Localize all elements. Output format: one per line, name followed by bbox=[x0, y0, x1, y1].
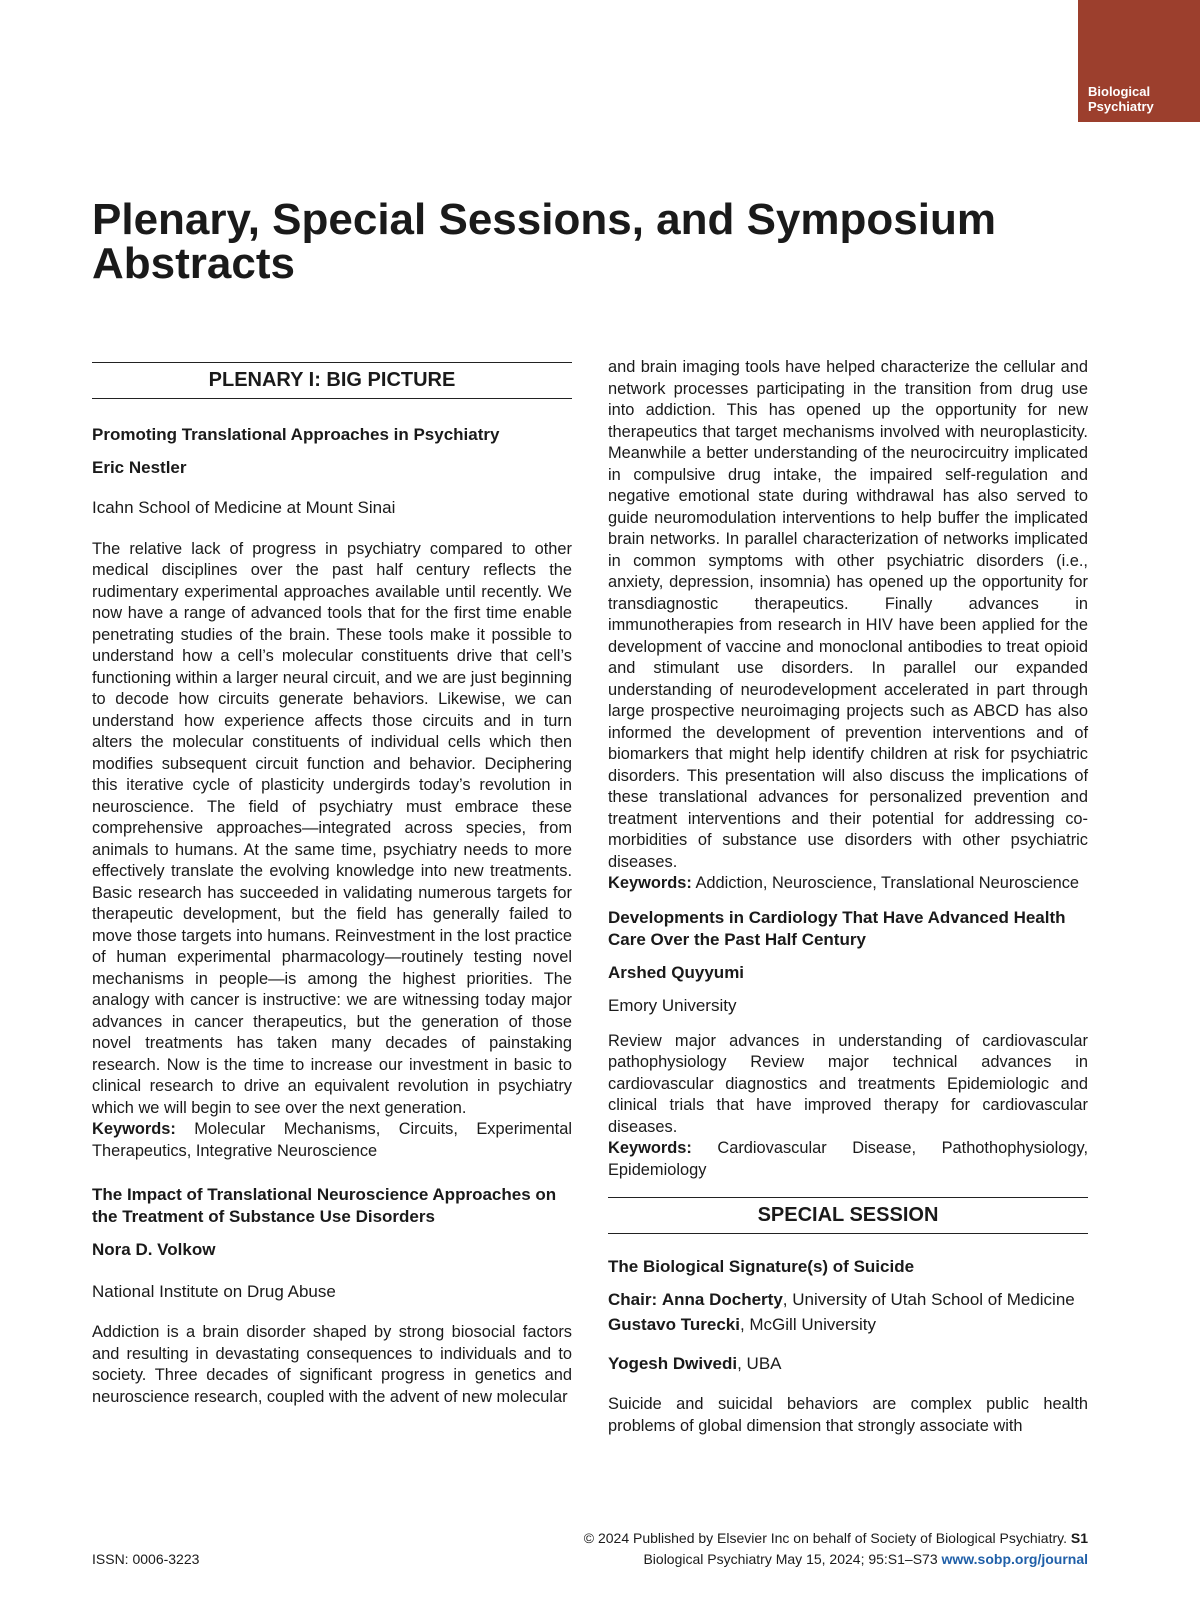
keywords-label: Keywords: bbox=[608, 1139, 692, 1157]
abstract-title: Developments in Cardiology That Have Advanced Health Care Over the Past Half Century bbox=[608, 907, 1066, 949]
abstract-keywords bbox=[608, 873, 1088, 895]
chair-affiliation: , University of Utah School of Medicine bbox=[782, 1289, 1075, 1309]
abstract-body: Addiction is a brain disorder shaped by strong biosocial factors and resulting in devastating consequences to individuals and to society. Three decades of significant progress in genetics and neuroscience research, coupled with the advent of new molecular bbox=[92, 1323, 572, 1406]
abstract-author: Nora D. Volkow bbox=[92, 1240, 216, 1259]
right-column bbox=[608, 360, 1088, 1437]
speaker-line bbox=[608, 1314, 1088, 1336]
chair-label: Chair: bbox=[608, 1289, 658, 1309]
journal-tag-text: Biological Psychiatry bbox=[1088, 84, 1154, 114]
citation-text: Biological Psychiatry May 15, 2024; 95:S1–S73 bbox=[643, 1551, 938, 1567]
chair-name: Anna Docherty bbox=[661, 1289, 783, 1309]
session-title: The Biological Signature(s) of Suicide bbox=[608, 1256, 915, 1276]
abstract-title: Promoting Translational Approaches in Psychiatry bbox=[92, 424, 500, 444]
keywords-text: Molecular Mechanisms, Circuits, Experimental Therapeutics, Integrative Neuroscience bbox=[92, 1120, 572, 1160]
speaker-name: Gustavo Turecki bbox=[608, 1315, 740, 1334]
keywords-text: Addiction, Neuroscience, Translational Neuroscience bbox=[695, 874, 1080, 892]
abstract-keywords bbox=[608, 1138, 1088, 1181]
session-body: Suicide and suicidal behaviors are complex public health problems of global dimension that strongly associate with bbox=[608, 1395, 1088, 1435]
copyright-text: © 2024 Published by Elsevier Inc on behalf of Society of Biological Psychiatry. bbox=[583, 1530, 1067, 1546]
abstract-body: Review major advances in understanding of cardiovascular pathophysiology Review major technical advances in cardiovascular diagnostics and treatments Epidemiologic and clinical trials that have improved therapy for cardiovascular diseases. bbox=[608, 1031, 1088, 1136]
footer-citation-line bbox=[520, 1550, 1088, 1568]
issn: ISSN: 0006-3223 bbox=[92, 1551, 200, 1567]
special-session-header: SPECIAL SESSION bbox=[608, 1197, 1088, 1234]
abstract-body: The relative lack of progress in psychiatry compared to other medical disciplines over the past half century reflects the rudimentary experimental approaches available until recently. We now have a range of advanced tools that for the first time enable penetrating studies of the brain. These tools make it possible to understand how a cell’s molecular constituents drive that cell’s functioning within a larger neural circuit, and we are just beginning to decode how circuits generate behaviors. Likewise, we can understand how experience affects those circuits and in turn alters the molecular constituents of individual cells which then modifies subsequent circuit function and behavior. Deciphering this iterative cycle of plasticity undergirds today’s revolution in neuroscience. The field of psychiatry must embrace these comprehensive approaches—integrated across species, from animals to humans. At the same time, psychiatry needs to more effectively translate the evolving knowledge into new treatments. Basic research has succeeded in validating numerous targets for therapeutic development, but the field has generally failed to move those targets into humans. Reinvestment in the lost practice of human experimental pharmacology—routinely testing novel mechanisms in people—is among the highest priorities. The analogy with cancer is instructive: we are witnessing today major advances in cancer therapeutics, but the generation of those novel treatments has taken many decades of painstaking research. Now is the time to increase our investment in basic to clinical research to drive an equivalent revolution in psychiatry which we will begin to see over the next generation. bbox=[92, 539, 572, 1117]
speaker-name: Yogesh Dwivedi bbox=[608, 1353, 738, 1373]
abstract-author: Eric Nestler bbox=[92, 457, 187, 477]
abstract-keywords bbox=[92, 1119, 572, 1162]
abstract-body-continued: and brain imaging tools have helped characterize the cellular and network processes participating in the transition from drug use into addiction. This has opened up the opportunity for new therapeutics that target mechanisms involved with neuroplasticity. Meanwhile a better understanding of the neurocircuitry implicated in compulsive drug intake, the impaired self-regulation and negative emotional state during withdrawal has also served to guide neuromodulation interventions to help buffer the implicated brain networks. In parallel characterization of networks implicated in common symptoms with other psychiatric disorders (i.e., anxiety, depression, insomnia) has opened up the opportunity for transdiagnostic therapeutics. Finally advances in immunotherapies from research in HIV have been applied for the development of vaccine and monoclonal antibodies to treat opioid and stimulant use disorders. In parallel our expanded understanding of neurodevelopment accelerated in part through large prospective neuroimaging projects such as ABCD has also informed the development of prevention interventions and of biomarkers that might help identify children at risk for psychiatric disorders. This presentation will also discuss the implications of these translational advances for personalized prevention and treatment interventions and their potential for addressing co-morbidities of substance use disorders with other psychiatric diseases. bbox=[608, 358, 1088, 871]
abstract-author: Arshed Quyyumi bbox=[608, 962, 745, 982]
speaker-line bbox=[608, 1353, 1088, 1375]
page-number: S1 bbox=[1070, 1530, 1088, 1546]
page-title: Plenary, Special Sessions, and Symposium Abstracts bbox=[92, 195, 996, 288]
abstract-affiliation: National Institute on Drug Abuse bbox=[92, 1281, 336, 1301]
session-chair bbox=[608, 1289, 1088, 1311]
abstract-title: The Impact of Translational Neuroscience Approaches on the Treatment of Substance Use Disorders bbox=[92, 1185, 557, 1226]
abstract-affiliation: Emory University bbox=[608, 996, 737, 1015]
keywords-text: Cardiovascular Disease, Pathothophysiology, Epidemiology bbox=[608, 1139, 1088, 1179]
keywords-label: Keywords: bbox=[608, 874, 692, 892]
journal-url-link[interactable]: www.sobp.org/journal bbox=[941, 1551, 1088, 1567]
abstract-affiliation: Icahn School of Medicine at Mount Sinai bbox=[92, 498, 396, 517]
journal-tag bbox=[1078, 0, 1200, 122]
speaker-affiliation: , UBA bbox=[737, 1353, 782, 1373]
speaker-affiliation: , McGill University bbox=[739, 1315, 876, 1334]
keywords-label: Keywords: bbox=[92, 1120, 176, 1138]
left-column bbox=[92, 360, 572, 1408]
footer-copyright-line bbox=[520, 1529, 1088, 1547]
plenary-header: PLENARY I: BIG PICTURE bbox=[92, 362, 572, 399]
